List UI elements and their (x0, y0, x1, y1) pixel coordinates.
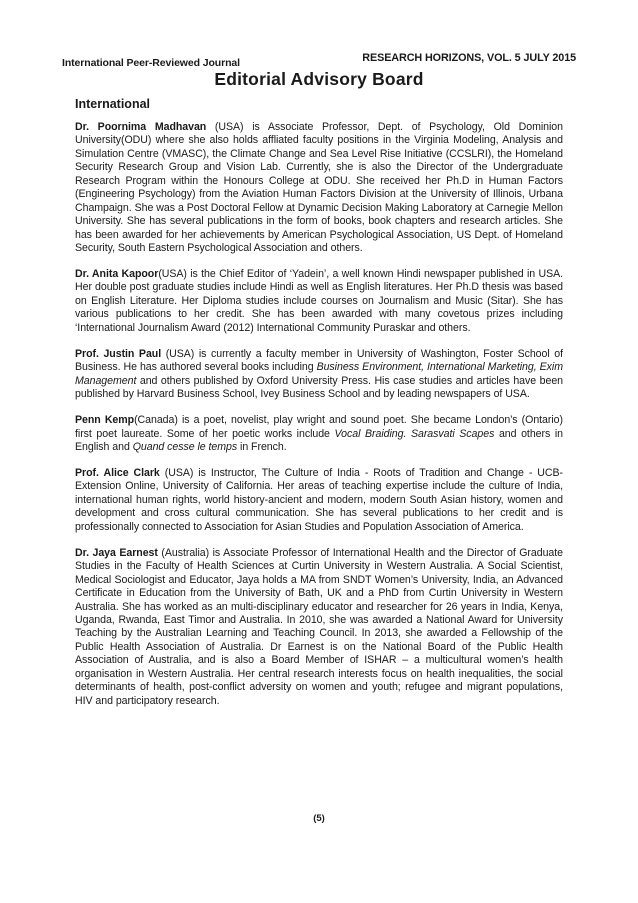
board-member-entry (75, 414, 563, 454)
member-bio: (USA) is the Chief Editor of ‘Yadein’, a well known Hindi newspaper published in USA. Her double post graduate studies include Hindi as well as English literatures. Her Ph.D thesis was based on English Literature. Her Diploma studies include courses on Journalism and Music (Sitar). She has various publications to her credit. She has been awarded with many covetous prizes including ‘International Journalism Award (2012) International Community Puraskar and others. (75, 268, 564, 334)
issue-info: RESEARCH HORIZONS, VOL. 5 JULY 2015 (362, 52, 576, 64)
member-name: Prof. Justin Paul (75, 347, 162, 360)
french-work-title: Quand cesse le temps (132, 441, 238, 454)
member-bio-continued: and others in English and (75, 427, 563, 454)
member-bio-continued: and others published by Oxford University Press. His case studies and articles have been published by Harvard Business School, Ivey Business School and by leading newspapers of USA. (75, 374, 563, 401)
member-name: Dr. Poornima Madhavan (75, 121, 207, 133)
member-bio: (USA) is currently a faculty member in University of Washington, Foster School of Business. He has authored several books including (75, 347, 563, 374)
board-member-entry (75, 348, 563, 402)
member-bio: (Canada) is a poet, novelist, play wright and sound poet. She became London’s (Ontario) first poet laureate. Some of her poetic works include (75, 414, 564, 440)
board-member-entry (75, 268, 563, 335)
board-member-entry (75, 121, 563, 256)
member-name: Dr. Jaya Earnest (75, 546, 158, 559)
english-works-titles: Vocal Braiding. Sarasvati Scapes (334, 427, 495, 440)
section-heading: International (75, 97, 151, 111)
member-bio: (USA) is Associate Professor, Dept. of Psychology, Old Dominion University(ODU) where she also holds affliated faculty positions in the Virginia Modeling, Analysis and Simulation Centre (VMASC), the Climate Change and Sea Level Rise Initiative (CCSLRI), the Homeland Security Research Group and Vision Lab. Currently, she is also the Director of the Undergraduate Research Program within the Honours College at ODU. She received her Ph.D in Human Factors (Engineering Psychology) from the Aviation Human Factors Division at the University of Illinois, Urbana Champaign. She was a Post Doctoral Fellow at Dynamic Decision Making Laboratory at Carnegie Mellon University. She has several publications in the form of books, book chapters and research articles. She has been awarded for her achievements by American Psychological Association, US Dept. of Homeland Security, South Eastern Psychological Association and others. (75, 121, 563, 255)
page-title: Editorial Advisory Board (214, 69, 424, 89)
member-name: Penn Kemp (75, 414, 135, 427)
board-member-entry (75, 547, 563, 708)
member-name: Dr. Anita Kapoor (75, 268, 159, 281)
journal-name: International Peer-Reviewed Journal (62, 57, 240, 69)
member-name: Prof. Alice Clark (75, 466, 160, 479)
member-bio-end: in French. (237, 441, 287, 454)
book-titles: Business Environment, International Marketing, Exim Management (75, 361, 563, 387)
board-member-list (75, 121, 563, 721)
member-bio: (Australia) is Associate Professor of International Health and the Director of Graduate Studies in the Faculty of Health Sciences at Curtin University in Western Australia. A Social Scientist, Medical Sociologist and Educator, Jaya holds a MA from SNDT Women’s University, India, an Advanced Certificate in Education from the University of Bath, UK and a PhD from Curtin University in Western Australia. She has worked as an multi-disciplinary educator and researcher for 26 years in India, Kenya, Uganda, Rwanda, East Timor and Australia. In 2010, she was awarded a National Award for University Teaching by the Australian Learning and Teaching Council. In 2013, she awarded a Fellowship of the Public Health Association of Australia. Dr Earnest is on the National Board of the Public Health Association of Australia, and is also a Board Member of ISHAR – a multicultural women’s health organisation in Western Australia. Her central research interests focus on health inequalities, the social determinants of health, post-conflict adversity on women and youth; refugee and migrant populations, HIV and participatory research. (75, 546, 563, 707)
page-number: (5) (313, 813, 325, 824)
board-member-entry (75, 467, 563, 534)
member-bio: (USA) is Instructor, The Culture of India - Roots of Tradition and Change - UCB- Extension Online, University of California. Her areas of teaching expertise include the culture of India, international human rights, world history-ancient and modern, modern South Asian history, women and development and cross cultural communication. She has several publications to her credit and is professionally connected to Association for Asian Studies and Population Association of America. (75, 466, 563, 533)
